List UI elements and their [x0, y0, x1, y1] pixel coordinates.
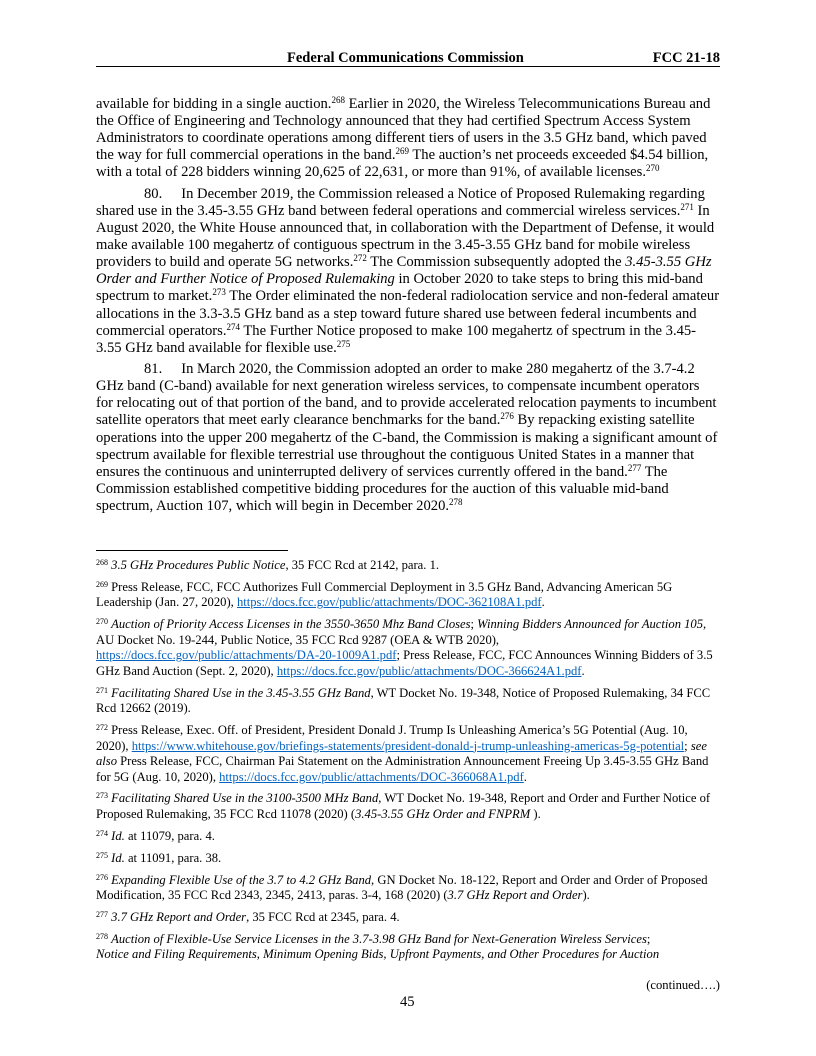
text: . [581, 663, 585, 678]
header-agency: Federal Communications Commission [287, 50, 524, 66]
text: , WT Docket No. 19-348, Notice of Proposed Rulemaking, 34 FCC Rcd 12662 (2019). [96, 685, 711, 716]
text: Press Release, Exec. Off. of President, President Donald J. Trump Is Unleashing America’s 5G Potential (Aug. 10, 2020), [96, 723, 688, 753]
italic-title: Notice and Filing Requirements, Minimum Opening Bids, Upfront Payments, and Other Procedures for Auction [96, 947, 660, 962]
footnote-link[interactable]: https://docs.fcc.gov/public/attachments/DOC-366068A1.pdf [219, 769, 524, 784]
footnote-link[interactable]: https://www.whitehouse.gov/briefings-statements/president-donald-j-trump-unleashing-americas-5g-potential [131, 738, 685, 753]
footnote-277 [96, 910, 720, 926]
footnote-link[interactable]: https://docs.fcc.gov/public/attachments/DOC-366624A1.pdf [276, 663, 582, 678]
footnote-268 [96, 558, 720, 574]
footnote-ref[interactable]: 275 [336, 338, 351, 349]
footnote-273 [96, 791, 720, 822]
footnote-ref[interactable]: 278 [449, 496, 463, 507]
text: , GN Docket No. 18-122, Report and Order and Order of Proposed Modification, 35 FCC Rcd 2343, 2345, 2413, paras. 3-4, 168 (2020) ( [96, 872, 708, 903]
text: ; [646, 931, 651, 946]
text: , 35 FCC Rcd at 2345, para. 4. [246, 910, 400, 925]
header-doc-number: FCC 21-18 [652, 50, 720, 66]
footnote-number: 276 [96, 872, 108, 882]
footnote-number: 273 [96, 791, 108, 801]
text: . [541, 595, 545, 610]
footnote-link[interactable]: https://docs.fcc.gov/public/attachments/DOC-362108A1.pdf [236, 595, 542, 610]
italic-title: 3.5 GHz Procedures Public Notice [111, 558, 286, 572]
page-number: 45 [400, 994, 415, 1010]
paragraph-80 [96, 186, 720, 357]
text: available for bidding in a single auction. [96, 96, 332, 112]
text: ). [582, 888, 590, 903]
text: The Further Notice proposed to make 100 megahertz of spectrum in the 3.45-3.55 GHz band available for flexible use. [96, 322, 697, 356]
italic-title: Winning Bidders Announced for Auction 105 [477, 617, 704, 632]
footnote-271 [96, 686, 720, 717]
text: In August 2020, the White House announced that, in collaboration with the Department of Defense, it would make available 100 megahertz of contiguous spectrum in the 3.45-3.55 GHz band for mobile wireless providers to build and operate 5G networks. [96, 202, 715, 271]
text: Earlier in 2020, the Wireless Telecommunications Bureau and the Office of Engineering and Technology announced that they had certified Spectrum Access System Administrators to coordinate operations among different tiers of users in the 3.5 GHz band, which paved the way for full commercial operations in the band. [96, 96, 711, 164]
text: In December 2019, the Commission released a Notice of Proposed Rulemaking regarding shared use in the 3.45-3.55 GHz band between federal operations and commercial wireless services. [96, 185, 705, 219]
footnote-number: 274 [96, 828, 108, 838]
footnote-number: 270 [96, 617, 108, 627]
italic-title: 3.45-3.55 GHz Order and Further Notice of Proposed Rulemaking [96, 254, 712, 288]
footnote-ref[interactable]: 270 [646, 163, 660, 174]
footnote-274 [96, 829, 720, 845]
italic-signal: see also [96, 738, 707, 769]
italic-title: Expanding Flexible Use of the 3.7 to 4.2 GHz Band [111, 872, 372, 887]
italic-title: Id. [111, 828, 125, 843]
italic-title: 3.7 GHz Report and Order [447, 888, 583, 903]
footnote-272 [96, 723, 720, 785]
text: The Commission subsequently adopted the [366, 254, 626, 271]
footnote-ref[interactable]: 271 [680, 201, 694, 212]
text: In March 2020, the Commission adopted an order to make 280 megahertz of the 3.7-4.2 GHz band (C-band) available for next generation wireless services, to compensate incumbent operators for relocating out of that portion of the band, and to provide accelerated relocation payments to incumbent satellite operators that meet early clearance benchmarks for the band. [96, 361, 717, 429]
continued-paragraph [96, 96, 720, 181]
italic-title: 3.7 GHz Report and Order [111, 910, 247, 925]
text: By repacking existing satellite operations into the upper 200 megahertz of the C-band, the Commission is making a significant amount of spectrum available for flexible terrestrial use throughout the contiguous United States in a manner that ensures the continuous and uninterrupted delivery of services currently offered in the band. [96, 412, 718, 480]
italic-title: Facilitating Shared Use in the 3.45-3.55 GHz Band [111, 685, 371, 700]
footnote-number: 278 [96, 931, 108, 941]
text: . [523, 769, 527, 784]
italic-title: Id. [111, 850, 125, 865]
paragraph-number: 81. [144, 361, 163, 378]
footnote-ref[interactable]: 276 [500, 411, 514, 422]
footnote-number: 271 [96, 685, 108, 695]
paragraph-number: 80. [144, 185, 163, 202]
text: at 11079, para. 4. [124, 828, 215, 843]
footnote-ref[interactable]: 272 [353, 253, 367, 264]
footnote-number: 268 [96, 558, 108, 567]
footnote-number: 272 [96, 723, 108, 733]
text: , 35 FCC Rcd at 2142, para. 1. [285, 558, 440, 572]
footnote-ref[interactable]: 274 [226, 321, 240, 332]
italic-title: Facilitating Shared Use in the 3100-3500 MHz Band [111, 791, 379, 806]
footnote-number: 277 [96, 910, 108, 920]
text: in October 2020 to take steps to bring this mid-band spectrum to market. [96, 271, 703, 305]
footnote-270 [96, 617, 720, 679]
text: Press Release, FCC, FCC Authorizes Full Commercial Deployment in 3.5 GHz Band, Advancing American 5G Leadership (Jan. 27, 2020), [96, 579, 673, 610]
footnote-ref[interactable]: 269 [395, 146, 409, 157]
footnote-separator [96, 550, 288, 551]
italic-title: Auction of Flexible-Use Service Licenses in the 3.7-3.98 GHz Band for Next-Generation Wireless Services [111, 931, 647, 946]
text: Press Release, FCC, Chairman Pai Statement on the Administration Announcement Freeing Up 3.45-3.55 GHz Band for 5G (Aug. 10, 2020), [96, 754, 709, 784]
text: ; [470, 617, 478, 632]
footnote-269 [96, 580, 720, 611]
footnote-number: 275 [96, 850, 108, 860]
header-rule [96, 66, 720, 67]
continued-label: (continued….) [646, 978, 720, 992]
italic-title: 3.45-3.55 GHz Order and FNPRM [355, 806, 531, 821]
footnotes [96, 558, 720, 969]
footnote-ref[interactable]: 268 [331, 95, 345, 105]
footnote-276 [96, 873, 720, 904]
footnote-ref[interactable]: 273 [212, 287, 226, 298]
text: ; Press Release, FCC, FCC Announces Winning Bidders of 3.5 GHz Band Auction (Sept. 2, 2020), [96, 648, 713, 678]
page-header [96, 50, 720, 66]
text: at 11091, para. 38. [124, 850, 222, 865]
footnote-275 [96, 851, 720, 867]
text: The Commission established competitive bidding procedures for the auction of this valuable mid-band spectrum, Auction 107, which will begin in December 2020. [96, 463, 669, 514]
italic-title: Auction of Priority Access Licenses in the 3550-3650 Mhz Band Closes [111, 617, 471, 632]
text: , WT Docket No. 19-348, Report and Order and Further Notice of Proposed Rulemaking, 35 FCC Rcd 11078 (2020) ( [96, 791, 711, 821]
text: , AU Docket No. 19-244, Public Notice, 35 FCC Rcd 9287 (OEA & WTB 2020), [96, 617, 707, 647]
footnote-number: 269 [96, 579, 108, 589]
text: The auction’s net proceeds exceeded $4.54 billion, with a total of 228 bidders winning 20,625 of 22,631, or more than 91%, of available licenses. [96, 147, 709, 181]
text: ; [684, 738, 691, 753]
body-text [96, 96, 720, 515]
footnote-278 [96, 932, 720, 963]
paragraph-81 [96, 361, 720, 515]
text: The Order eliminated the non-federal radiolocation service and non-federal amateur allocations in the 3.3-3.5 GHz band as a step toward future shared use between federal incumbents and commercial operators. [96, 288, 720, 339]
footnote-ref[interactable]: 277 [627, 462, 642, 473]
text: ). [530, 806, 541, 821]
footnote-link[interactable]: https://docs.fcc.gov/public/attachments/DA-20-1009A1.pdf [96, 648, 397, 663]
